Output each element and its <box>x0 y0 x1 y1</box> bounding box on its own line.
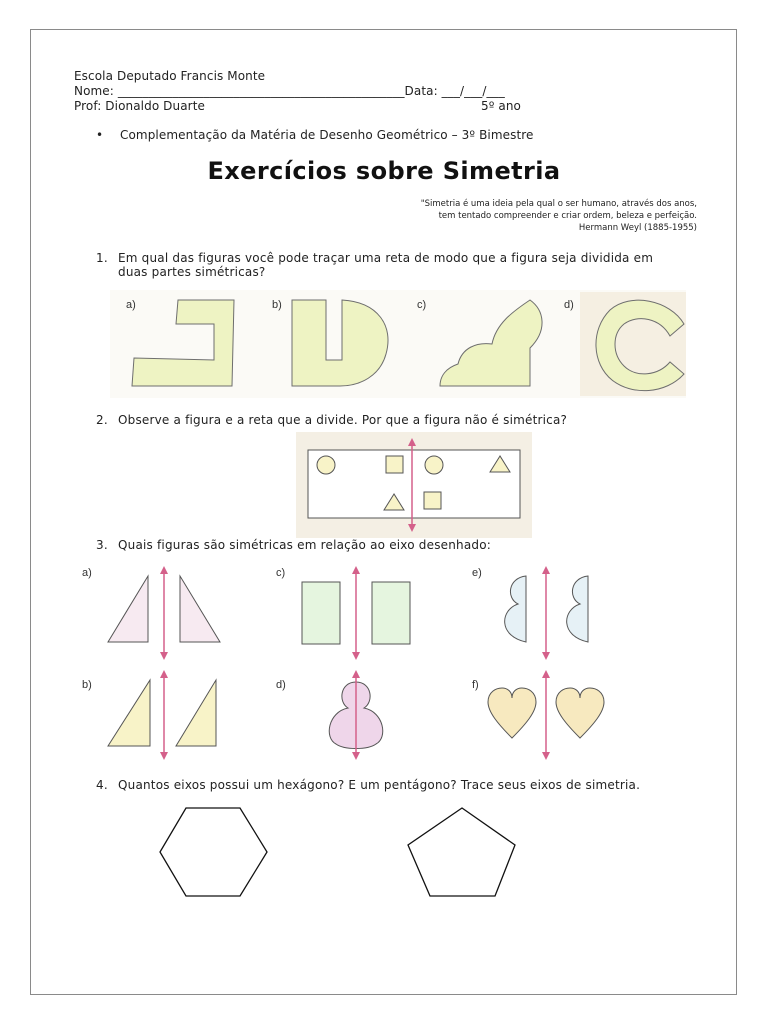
q1-label-d: d) <box>564 299 574 311</box>
quote-line-2: tem tentado compreender e criar ordem, beleza e perfeição. <box>438 211 697 221</box>
quote-line-1: "Simetria é uma ideia pela qual o ser humano, através dos anos, <box>420 199 697 209</box>
question-2-number: 2. <box>96 413 108 427</box>
q3-a-triangle-right <box>180 576 220 642</box>
q3-label-d: d) <box>276 679 286 691</box>
q3-f-axis-arrow-bottom <box>542 752 550 760</box>
q3-label-c: c) <box>276 567 286 579</box>
q3-a-triangle-left <box>108 576 148 642</box>
q3-e-axis-arrow-bottom <box>542 652 550 660</box>
q2-square-bottom <box>424 492 441 509</box>
q3-b-axis-arrow-bottom <box>160 752 168 760</box>
q3-label-e: e) <box>472 567 482 579</box>
q3-c-axis-arrow-top <box>352 566 360 574</box>
q3-b-axis-arrow-top <box>160 670 168 678</box>
q2-rectangle <box>308 450 520 518</box>
question-4-number: 4. <box>96 778 108 792</box>
q3-label-b: b) <box>82 679 92 691</box>
page-title: Exercícios sobre Simetria <box>207 157 561 185</box>
grade: 5º ano <box>481 99 522 113</box>
question-1-line-2: duas partes simétricas? <box>118 265 266 279</box>
q2-square-top <box>386 456 403 473</box>
question-4-text: Quantos eixos possui um hexágono? E um pentágono? Trace seus eixos de simetria. <box>118 778 641 792</box>
q3-e-axis-arrow-top <box>542 566 550 574</box>
question-1-text <box>118 251 653 279</box>
q3-e-shape-left <box>505 576 526 642</box>
q3-figures <box>78 560 638 770</box>
q1-label-b: b) <box>272 299 282 311</box>
q3-label-f: f) <box>472 679 479 691</box>
q3-c-rect-left <box>302 582 340 644</box>
q2-circle-right <box>425 456 443 474</box>
q3-e-shape-right <box>567 576 588 642</box>
q2-circle-left <box>317 456 335 474</box>
epigraph-quote <box>421 198 697 234</box>
q3-f-axis-arrow-top <box>542 670 550 678</box>
bullet-mark: • <box>96 128 104 142</box>
teacher-name: Prof: Dionaldo Duarte <box>74 99 205 113</box>
question-3-number: 3. <box>96 538 108 552</box>
q1-label-c: c) <box>417 299 427 311</box>
hexagon-shape <box>160 808 267 896</box>
question-3-text: Quais figuras são simétricas em relação ao eixo desenhado: <box>118 538 492 552</box>
q3-label-a: a) <box>82 567 92 579</box>
q3-d-axis-arrow-top <box>352 670 360 678</box>
name-date-line: Nome: _______________________________________________Data: ___/___/___ <box>74 84 505 98</box>
q3-c-axis-arrow-bottom <box>352 652 360 660</box>
q3-f-heart-right <box>556 688 604 738</box>
question-1-number: 1. <box>96 251 108 265</box>
q1-label-a: a) <box>126 299 136 311</box>
q1-figures <box>110 290 690 400</box>
q2-figure <box>296 432 532 538</box>
q3-d-axis-arrow-bottom <box>352 752 360 760</box>
q3-b-triangle-left <box>108 680 150 746</box>
school-name: Escola Deputado Francis Monte <box>74 69 266 83</box>
subject-line: Complementação da Matéria de Desenho Geométrico – 3º Bimestre <box>120 128 534 142</box>
q3-c-rect-right <box>372 582 410 644</box>
q3-a-axis-arrow-bottom <box>160 652 168 660</box>
question-1-line-1: Em qual das figuras você pode traçar uma reta de modo que a figura seja dividida em <box>118 251 654 265</box>
q3-f-heart-left <box>488 688 536 738</box>
question-2-text: Observe a figura e a reta que a divide. Por que a figura não é simétrica? <box>118 413 568 427</box>
q3-a-axis-arrow-top <box>160 566 168 574</box>
pentagon-shape <box>408 808 515 896</box>
quote-author: Hermann Weyl (1885-1955) <box>578 223 697 233</box>
q3-b-triangle-right <box>176 680 216 746</box>
q4-figures <box>150 800 540 910</box>
